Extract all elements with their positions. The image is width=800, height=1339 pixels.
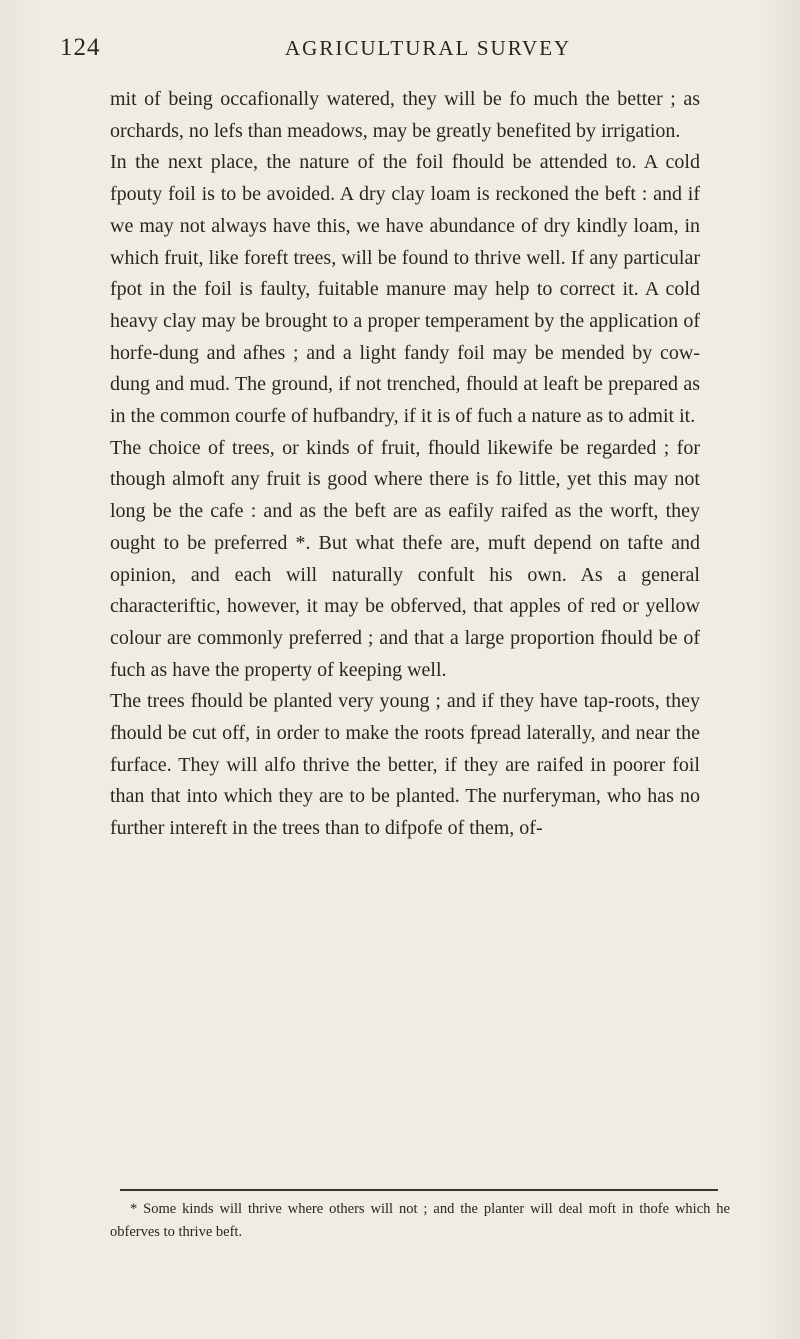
footnote-rule <box>120 1189 718 1191</box>
body-text <box>110 84 700 845</box>
paragraph-choice-of-trees: The choice of trees, or kinds of fruit, fhould likewife be regarded ; for though almoft any fruit is good where there is fo little, yet this may not long be the cafe : and as the beft are as eafily raifed as the worft, they ought to be preferred *. But what thefe are, muft depend on tafte and opinion, and each will naturally confult his own. As a general characteriftic, however, it may be obferved, that apples of red or yellow colour are commonly preferred ; and that a large proportion fhould be of fuch as have the property of keeping well. <box>110 436 700 681</box>
paragraph-soil: In the next place, the nature of the foil fhould be attended to. A cold fpouty foil is to be avoided. A dry clay loam is reckoned the beft : and if we may not always have this, we have abundance of dry kindly loam, in which fruit, like foreft trees, will be found to thrive well. If any particular fpot in the foil is faulty, fuitable manure may help to correct it. A cold heavy clay may be brought to a proper temperament by the application of horfe-dung and afhes ; and a light fandy foil may be mended by cow-dung and mud. The ground, if not trenched, fhould at leaft be prepared as in the common courfe of hufbandry, if it is of fuch a nature as to admit it. <box>110 151 700 428</box>
paragraph-planting: The trees fhould be planted very young ; and if they have tap-roots, they fhould be cut off, in order to make the roots fpread laterally, and near the furface. They will alfo thrive the better, if they are raifed in poorer foil than that into which they are to be planted. The nurferyman, who has no further intereft in the trees than to difpofe of them, of- <box>110 690 700 840</box>
page-number: 124 <box>60 34 101 61</box>
footnote <box>110 1198 730 1244</box>
running-head <box>60 34 700 68</box>
running-title: AGRICULTURAL SURVEY <box>285 36 572 60</box>
paragraph-continuation: mit of being occafionally watered, they will be fo much the better ; as orchards, no lefs than meadows, may be greatly benefited by irrigation. <box>110 88 700 142</box>
footnote-text: * Some kinds will thrive where others will not ; and the planter will deal moft in thofe which he obferves to thrive beft. <box>110 1201 730 1240</box>
